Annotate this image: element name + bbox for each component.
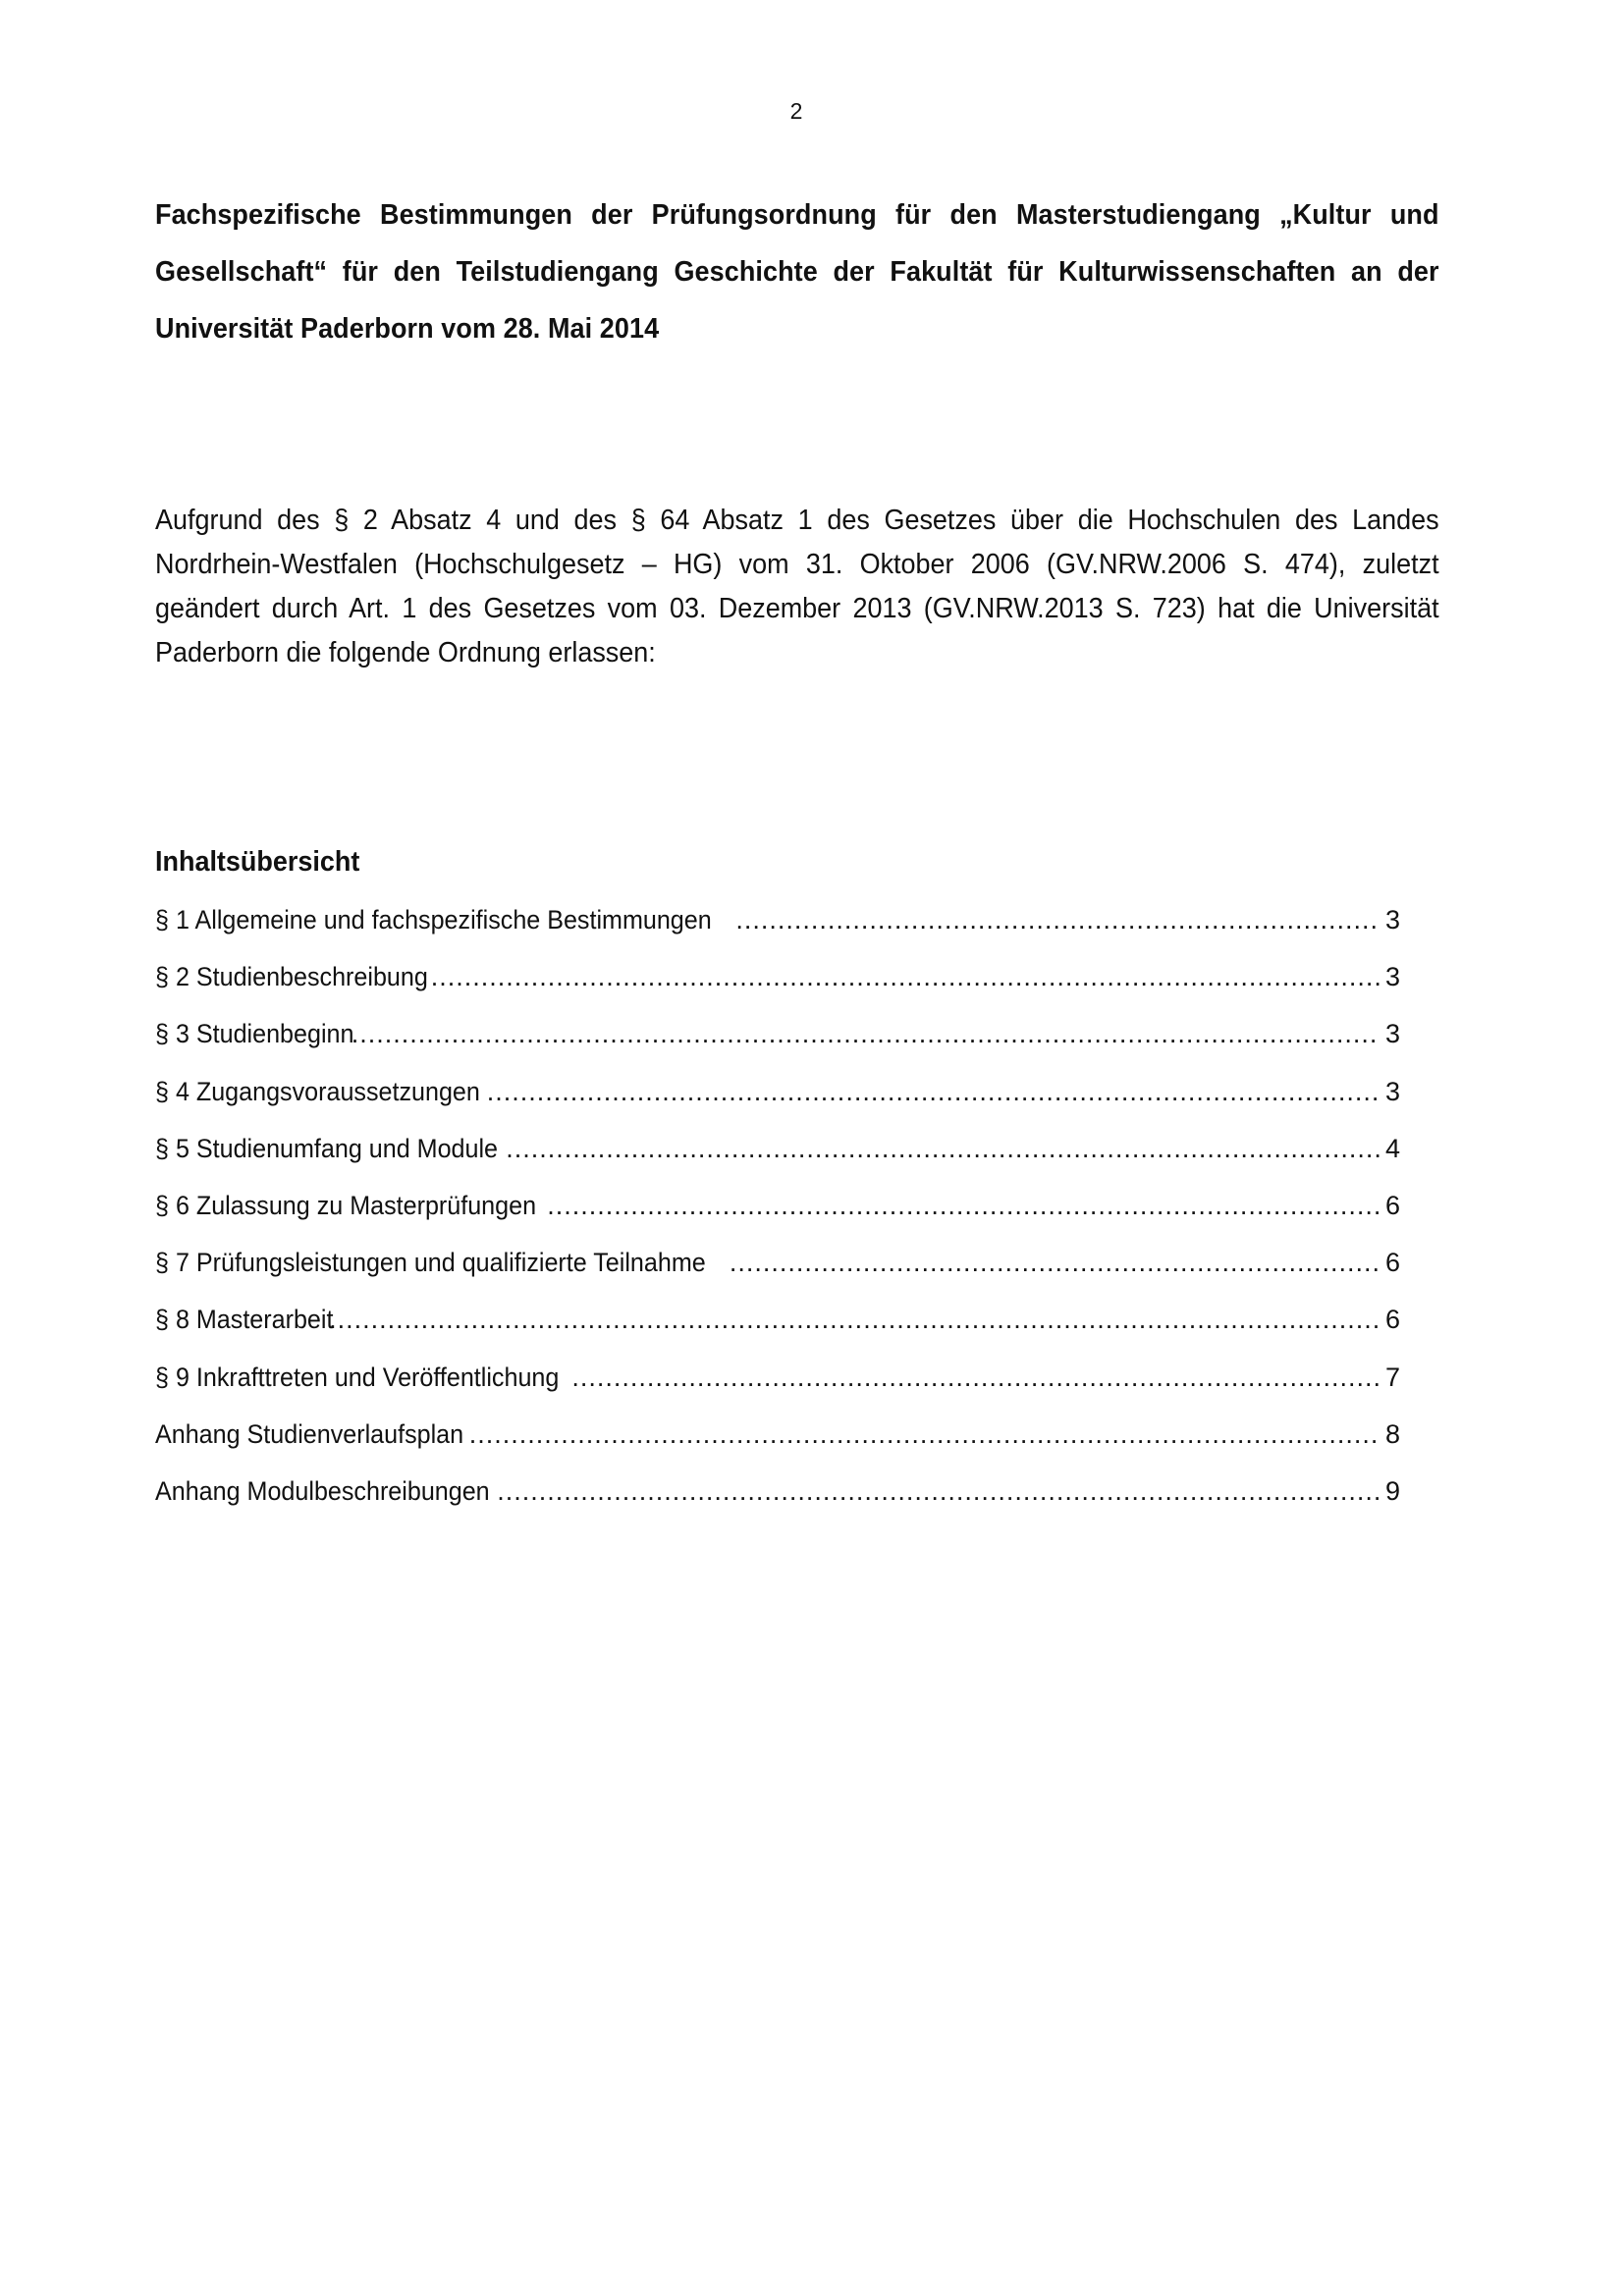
toc-entry-page: 6 <box>1384 1248 1400 1278</box>
toc-entry-label: § 6 Zulassung zu Masterprüfungen <box>155 1190 537 1220</box>
document-body <box>155 187 1439 1506</box>
toc-entry-page: 3 <box>1384 1076 1400 1106</box>
toc-entry-label: Anhang Modulbeschreibungen <box>155 1475 490 1506</box>
toc-entry-label: § 8 Masterarbeit <box>155 1305 334 1335</box>
toc-entry-2[interactable] <box>155 962 1400 1019</box>
toc-heading: Inhaltsübersicht <box>155 846 360 878</box>
toc-entry-page: 3 <box>1384 905 1400 934</box>
toc-dot-leader <box>487 1077 1380 1107</box>
toc-entry-label: Anhang Studienverlaufsplan <box>155 1418 464 1449</box>
toc-dot-leader <box>571 1362 1380 1393</box>
toc-entry-page: 4 <box>1384 1133 1400 1163</box>
toc-entry-label: § 7 Prüfungsleistungen und qualifizierte Teilnahme <box>155 1248 706 1278</box>
toc-entry-9[interactable] <box>155 1362 1400 1419</box>
toc-entry-3[interactable] <box>155 1019 1400 1076</box>
toc-entry-page: 3 <box>1384 962 1400 992</box>
page-number: 2 <box>789 98 803 124</box>
toc-entry-page: 6 <box>1384 1305 1400 1335</box>
toc-dot-leader <box>431 962 1380 992</box>
toc-dot-leader <box>497 1476 1380 1507</box>
document-title: Fachspezifische Bestimmungen der Prüfungsordnung für den Masterstudiengang „Kultur und Gesellschaft“ für den Teilstudiengang Geschichte der Fakultät für Kulturwissenschaften an der Universität Paderborn vom 28. Mai 2014 <box>155 199 1439 345</box>
toc-entry-1[interactable] <box>155 905 1400 962</box>
toc-entry-4[interactable] <box>155 1077 1400 1134</box>
toc-entry-6[interactable] <box>155 1191 1400 1248</box>
toc-dot-leader <box>469 1419 1380 1450</box>
toc-entry-page: 6 <box>1384 1190 1400 1220</box>
toc-entry-label: § 9 Inkrafttreten und Veröffentlichung <box>155 1362 560 1392</box>
toc-entry-label: § 1 Allgemeine und fachspezifische Bestimmungen <box>155 905 712 934</box>
toc-entry-page: 7 <box>1384 1362 1400 1392</box>
preamble-paragraph: Aufgrund des § 2 Absatz 4 und des § 64 Absatz 1 des Gesetzes über die Hochschulen des Landes Nordrhein-Westfalen (Hochschulgesetz – HG) vom 31. Oktober 2006 (GV.NRW.2006 S. 474), zuletzt geändert durch Art. 1 des Gesetzes vom 03. Dezember 2013 (GV.NRW.2013 S. 723) hat die Universität Paderborn die folgende Ordnung erlassen: <box>155 505 1439 668</box>
table-of-contents <box>155 905 1400 1533</box>
toc-entry-7[interactable] <box>155 1248 1400 1305</box>
toc-entry-8[interactable] <box>155 1305 1400 1362</box>
toc-entry-label: § 2 Studienbeschreibung <box>155 962 428 992</box>
toc-dot-leader <box>735 905 1380 935</box>
toc-dot-leader <box>352 1019 1380 1049</box>
toc-dot-leader <box>547 1191 1380 1221</box>
toc-dot-leader <box>329 1305 1380 1335</box>
toc-entry-label: § 3 Studienbeginn <box>155 1019 354 1049</box>
toc-entry-page: 3 <box>1384 1019 1400 1049</box>
toc-entry-page: 8 <box>1384 1418 1400 1449</box>
toc-entry-10[interactable] <box>155 1419 1400 1476</box>
toc-entry-5[interactable] <box>155 1134 1400 1191</box>
toc-dot-leader <box>506 1134 1380 1164</box>
toc-dot-leader <box>730 1248 1380 1278</box>
toc-entry-page: 9 <box>1384 1475 1400 1506</box>
toc-entry-label: § 4 Zugangsvoraussetzungen <box>155 1076 480 1106</box>
toc-entry-11[interactable] <box>155 1476 1400 1533</box>
toc-entry-label: § 5 Studienumfang und Module <box>155 1133 499 1163</box>
